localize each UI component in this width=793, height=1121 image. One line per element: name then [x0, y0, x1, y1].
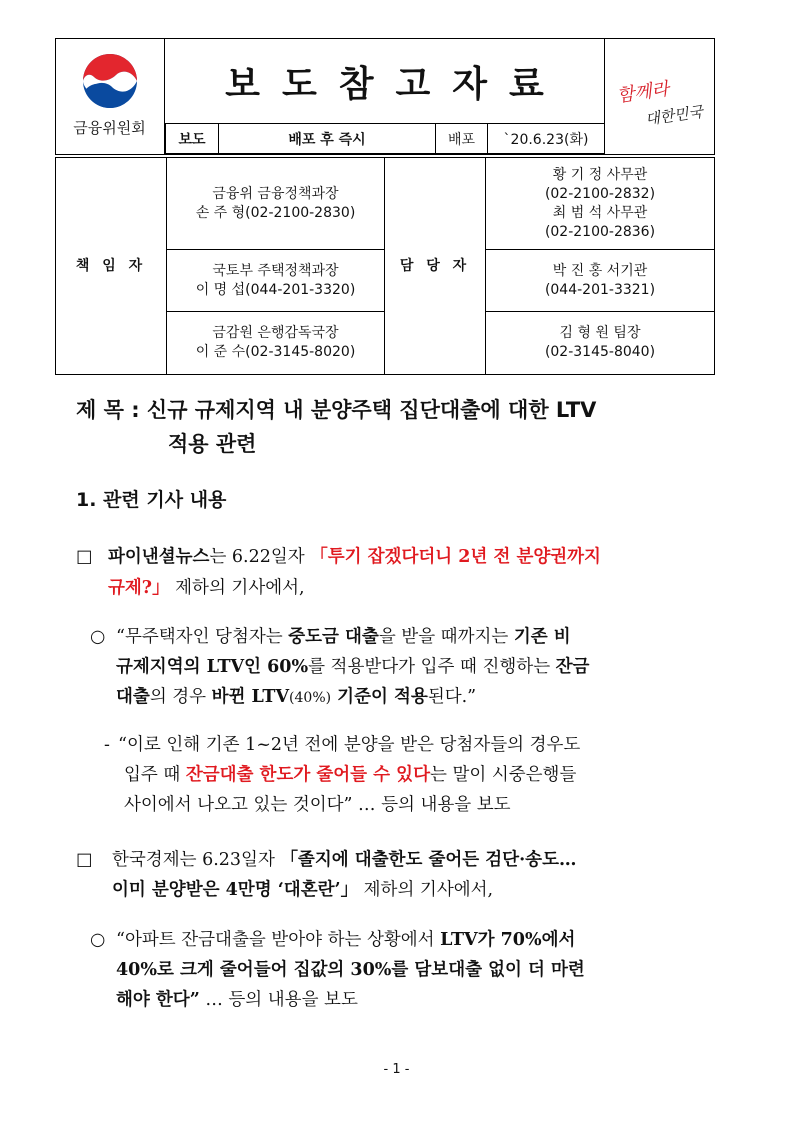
- staff-line: 최 범 석 사무관: [552, 204, 648, 221]
- detail-text: 입주 때: [124, 765, 186, 785]
- manager-dept: 국토부 주택정책과장: [212, 262, 339, 279]
- quote-bold: 잔금: [555, 657, 590, 677]
- detail-line-2: [124, 763, 576, 787]
- quote-text: (40%): [289, 690, 332, 706]
- manager-cell-1: [166, 158, 384, 249]
- manager-name: 이 준 수(02-3145-8020): [195, 344, 356, 360]
- article-headline: 「졸지에 대출한도 줄어든 검단·송도…: [280, 850, 577, 870]
- detail-line-3: 사이에서 나오고 있는 것이다” … 등의 내용을 보도: [124, 795, 511, 815]
- staff-line: 김 형 원 팀장: [559, 325, 641, 341]
- quote-text: … 등의 내용을 보도: [199, 990, 358, 1010]
- staff-line: (02-3145-8040): [544, 344, 656, 360]
- detail-text: 는 말이 시중은행들: [429, 765, 577, 785]
- newspaper-name: 파이낸셜뉴스: [108, 547, 210, 567]
- quote-bold: 규제지역의 LTV인 60%: [116, 657, 309, 677]
- svg-text:대한민국: 대한민국: [644, 102, 705, 129]
- manager-dept: 금융위 금융정책과장: [212, 185, 339, 202]
- quote-bold: 기존 비: [513, 627, 571, 647]
- article-headline: 규제?」: [108, 578, 170, 598]
- bullet-circle: ○: [90, 930, 106, 950]
- manager-dept: 금감원 은행감독국장: [212, 325, 339, 341]
- article-text: 제하의 기사에서,: [358, 880, 494, 900]
- government-emblem-icon: [80, 51, 140, 111]
- date-label: 배포: [435, 123, 488, 154]
- contact-table: [55, 157, 715, 375]
- manager-cell-3: [166, 311, 384, 374]
- article2-line-1: [112, 848, 576, 872]
- staff-cell-1: [485, 158, 714, 249]
- manager-name: 손 주 형(02-2100-2830): [195, 204, 356, 221]
- article-headline: 이미 분양받은 4만명 ‘대혼란’」: [112, 880, 359, 900]
- quote-bold: LTV가 70%에서: [440, 930, 576, 950]
- staff-line: 박 진 홍 서기관: [552, 262, 648, 279]
- document-title: 보도참고자료: [225, 63, 566, 105]
- page-number: - 1 -: [383, 1062, 410, 1077]
- staff-cell-3: [485, 311, 714, 374]
- staff-cell-2: [485, 249, 714, 311]
- bullet-square: □: [76, 850, 93, 870]
- quote1-line-3: [116, 685, 476, 710]
- quote-bold: 해야 한다”: [116, 990, 200, 1010]
- staff-label: 담 당 자: [384, 158, 485, 374]
- staff-line: (044-201-3321): [544, 281, 656, 298]
- slogan-logo: [611, 63, 709, 133]
- manager-cell-2: [166, 249, 384, 311]
- quote1-line-2: [116, 655, 589, 679]
- article1-line-1: [108, 545, 601, 569]
- slogan-cell: [604, 39, 714, 154]
- quote-text: 된다.”: [427, 687, 477, 707]
- quote-text: 를 적용받다가 입주 때 진행하는: [308, 657, 556, 677]
- press-header: [55, 38, 715, 155]
- subject-line-2: 적용 관련: [168, 432, 257, 456]
- quote-bold: 기준이 적용: [331, 687, 428, 707]
- dist-label: 보도: [165, 123, 219, 154]
- detail-line-1: “이로 인해 기존 1~2년 전에 분양을 받은 당첨자들의 경우도: [118, 735, 581, 755]
- org-name: 금융위원회: [73, 119, 146, 137]
- quote2-line-3: [116, 988, 358, 1012]
- bullet-square: □: [76, 547, 93, 567]
- quote2-line-2: [116, 958, 585, 982]
- subject-line-1: 제 목 : 신규 규제지역 내 분양주택 집단대출에 대한 LTV: [76, 398, 597, 422]
- staff-line: (02-2100-2832): [544, 185, 656, 202]
- staff-line: 황 기 정 사무관: [552, 166, 648, 183]
- article-text: 한국경제는 6.23일자: [112, 850, 281, 870]
- bullet-circle: ○: [90, 627, 106, 647]
- quote-bold: 중도금 대출: [288, 627, 379, 647]
- article-headline: 「투기 잡겠다더니 2년 전 분양권까지: [310, 547, 601, 567]
- svg-text:함께라: 함께라: [615, 78, 671, 107]
- quote-bold: 40%로 크게 줄어들어 집값의 30%를 담보대출 없이 더 마련: [116, 960, 585, 980]
- quote-text: “무주택자인 당첨자는: [116, 627, 289, 647]
- quote-bold: 대출: [116, 687, 150, 707]
- quote-text: 을 받을 때까지는: [378, 627, 514, 647]
- quote-text: 의 경우: [149, 687, 212, 707]
- quote1-line-1: [116, 625, 571, 649]
- date-value: `20.6.23(화): [487, 123, 605, 154]
- quote-bold: 바뀐 LTV: [211, 687, 290, 707]
- dist-value: 배포 후 즉시: [218, 123, 436, 154]
- staff-line: (02-2100-2836): [544, 223, 656, 240]
- quote-text: “아파트 잔금대출을 받아야 하는 상황에서: [116, 930, 441, 950]
- quote2-line-1: [116, 928, 575, 952]
- manager-label: 책 임 자: [75, 257, 147, 274]
- section-title: 1. 관련 기사 내용: [76, 489, 227, 511]
- ministry-logo-cell: [56, 39, 165, 154]
- article-text: 는 6.22일자: [209, 547, 311, 567]
- manager-name: 이 명 섭(044-201-3320): [195, 281, 356, 298]
- article1-line-2: [108, 576, 305, 600]
- detail-highlight: 잔금대출 한도가 줄어들 수 있다: [185, 765, 430, 785]
- article2-line-2: [112, 878, 493, 902]
- dash-bullet: -: [104, 735, 110, 755]
- article-text: 제하의 기사에서,: [169, 578, 305, 598]
